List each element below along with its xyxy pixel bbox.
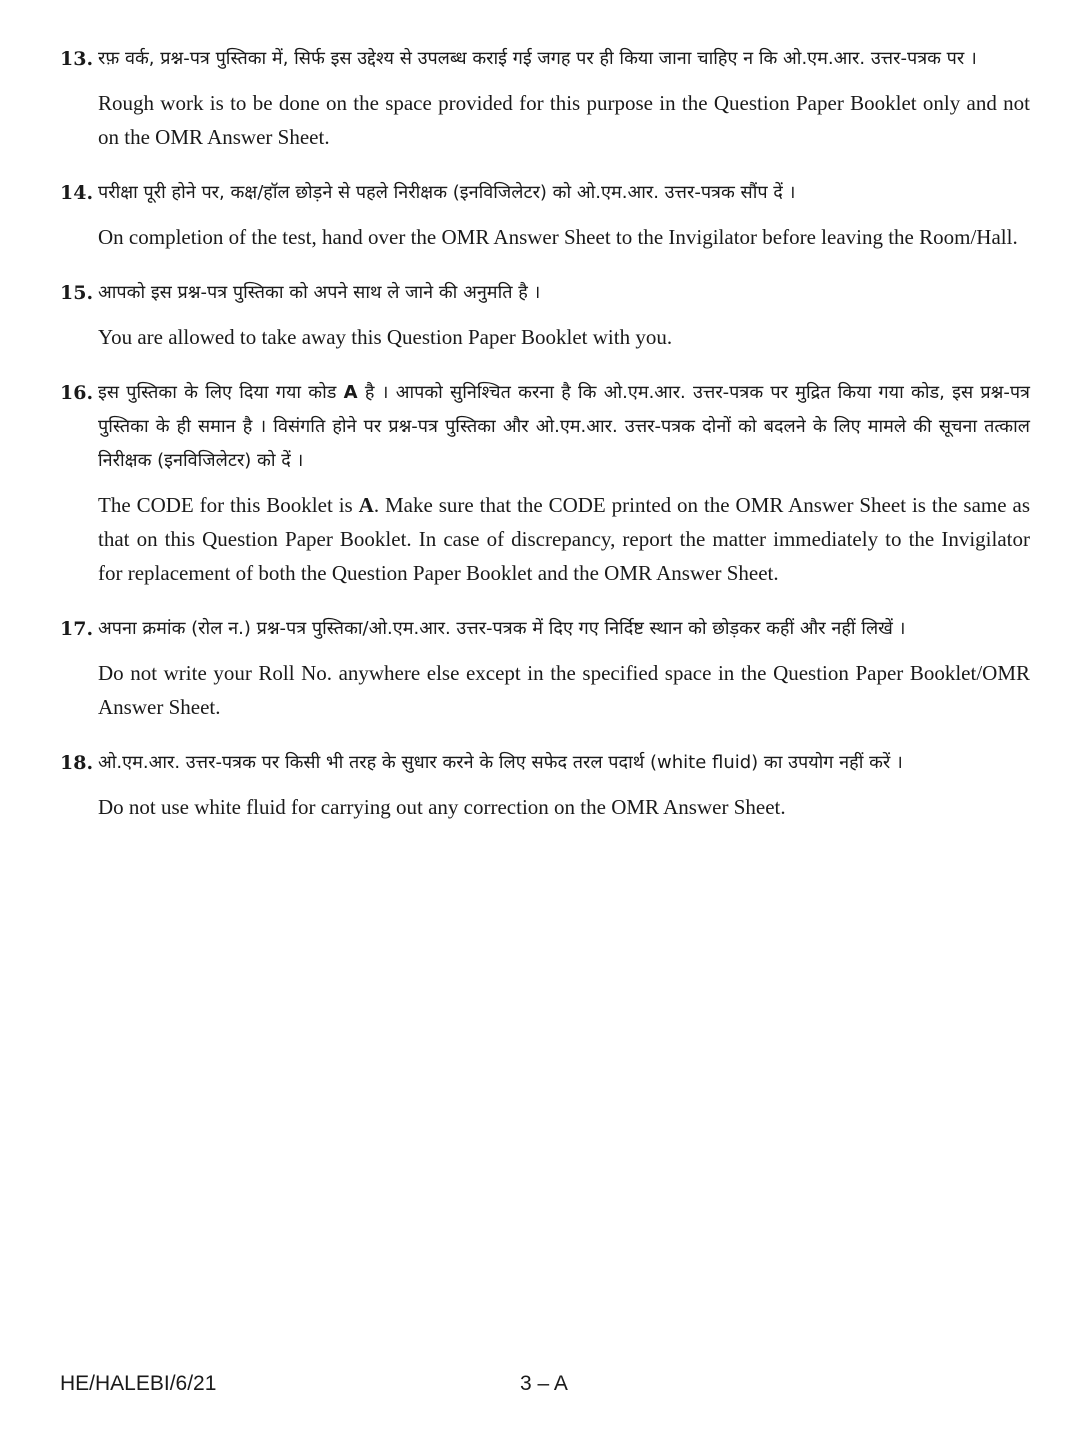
instruction-hindi-text: आपको इस प्रश्न-पत्र पुस्तिका को अपने साथ ले जाने की अनुमति है । <box>98 282 541 303</box>
instruction-english-text: Do not use white fluid for carrying out any correction on the OMR Answer Sheet. <box>98 795 786 819</box>
instruction-hindi-text: ओ.एम.आर. उत्तर-पत्रक पर किसी भी तरह के सुधार करने के लिए सफेद तरल पदार्थ (white fluid) का उपयोग नहीं करें । <box>98 752 903 773</box>
instruction-hindi-text: अपना क्रमांक (रोल न.) प्रश्न-पत्र पुस्तिका/ओ.एम.आर. उत्तर-पत्रक में दिए गए निर्दिष्ट स्थान को छोड़कर कहीं और नहीं लिखें । <box>98 618 906 639</box>
hindi-text-after-code: है । आपको सुनिश्चित करना है कि ओ.एम.आर. उत्तर-पत्रक पर मुद्रित किया गया कोड, इस प्रश्न-पत्र पुस्तिका के ही समान है । विसंगति होने पर प्रश्न-पत्र पुस्तिका और ओ.एम.आर. उत्तर-पत्रक दोनों को बदलने के लिए मामले की सूचना तत्काल निरीक्षक (इनविजिलेटर) को दें । <box>98 382 1030 471</box>
instruction-hindi-text: रफ़ वर्क, प्रश्न-पत्र पुस्तिका में, सिर्फ इस उद्देश्य से उपलब्ध कराई गई जगह पर ही किया जाना चाहिए न कि ओ.एम.आर. उत्तर-पत्रक पर । <box>98 48 977 69</box>
instruction-hindi-text: परीक्षा पूरी होने पर, कक्ष/हॉल छोड़ने से पहले निरीक्षक (इनविजिलेटर) को ओ.एम.आर. उत्तर-पत्रक सौंप दें । <box>98 182 796 203</box>
booklet-code-hindi: A <box>343 382 358 403</box>
instruction-number: 14. <box>60 182 94 204</box>
instruction-english-text <box>98 488 1030 590</box>
english-text-before-code: The CODE for this Booklet is <box>98 493 359 517</box>
instructions-list <box>60 42 1030 846</box>
instruction-hindi-text <box>98 376 1030 478</box>
page-number: 3 – A <box>520 1372 568 1395</box>
instruction-english-text: You are allowed to take away this Question Paper Booklet with you. <box>98 325 673 349</box>
instruction-18 <box>60 746 1030 824</box>
page-footer <box>0 1372 1091 1402</box>
english-text-after-code: . Make sure that the CODE printed on the OMR Answer Sheet is the same as that on this Question Paper Booklet. In case of discrepancy, report the matter immediately to the Invigilator for replacement of both the Question Paper Booklet and the OMR Answer Sheet. <box>98 493 1030 585</box>
instruction-english-text: Rough work is to be done on the space provided for this purpose in the Question Paper Booklet only and not on the OMR Answer Sheet. <box>98 91 1030 149</box>
instruction-13 <box>60 42 1030 154</box>
instruction-number: 13. <box>60 48 94 70</box>
instruction-english-text: On completion of the test, hand over the OMR Answer Sheet to the Invigilator before leaving the Room/Hall. <box>98 225 1018 249</box>
booklet-code-english: A <box>358 493 374 517</box>
instruction-14 <box>60 176 1030 254</box>
instruction-english-text: Do not write your Roll No. anywhere else except in the specified space in the Question Paper Booklet/OMR Answer Sheet. <box>98 661 1030 719</box>
instruction-number: 15. <box>60 282 94 304</box>
hindi-text-before-code: इस पुस्तिका के लिए दिया गया कोड <box>98 382 344 403</box>
instruction-number: 17. <box>60 618 94 640</box>
paper-code: HE/HALEBI/6/21 <box>60 1372 217 1395</box>
instruction-number: 18. <box>60 752 94 774</box>
instruction-15 <box>60 276 1030 354</box>
instruction-16 <box>60 376 1030 590</box>
instruction-number: 16. <box>60 382 94 404</box>
instruction-17 <box>60 612 1030 724</box>
